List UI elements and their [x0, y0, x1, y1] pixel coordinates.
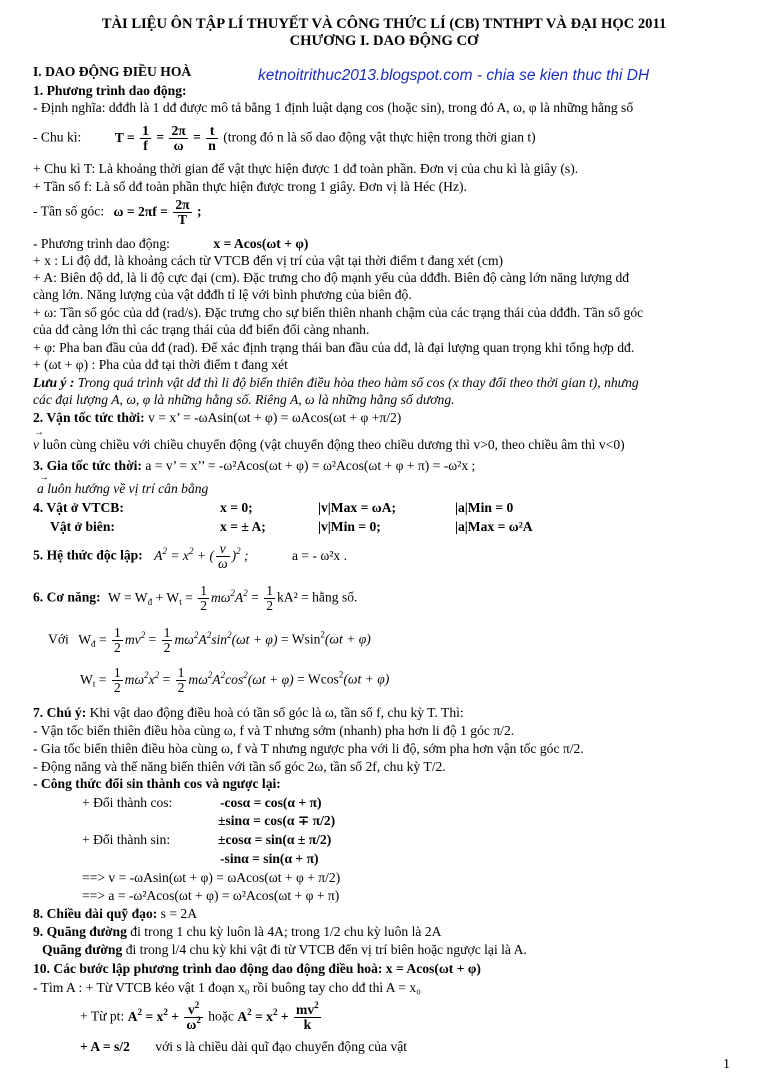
s4-row2-v: |v|Min = 0;	[318, 519, 381, 534]
s2-heading: 2. Vận tốc tức thời:	[33, 410, 145, 425]
s7-line-1: - Vận tốc biến thiên điều hòa cùng ω, f và T nhưng sớm (nhanh) pha hơn li độ 1 góc π/2.	[33, 723, 515, 738]
s4-row2-x: x = ± A;	[220, 519, 266, 534]
s9-heading: 9. Quãng đường	[33, 924, 127, 939]
s8-heading: 8. Chiều dài quỹ đạo:	[33, 906, 158, 921]
s7-line-2: - Gia tốc biến thiên điều hòa cùng ω, f và T nhưng ngược pha với li độ, sớm pha hơn vận tốc góc π/2.	[33, 741, 584, 756]
section-heading: I. DAO ĐỘNG ĐIỀU HOÀ	[33, 64, 192, 79]
s9-row1	[33, 924, 441, 940]
s6-tail: kA² = hằng số.	[276, 589, 358, 605]
omega-definition-2: của dđ càng lớn thì các trạng thái của dđ biến đổi càng nhanh.	[33, 322, 370, 337]
eq-label: - Phương trình dao động:	[33, 236, 170, 251]
s8-row	[33, 906, 197, 922]
s4-row2-label: Vật ở biên:	[50, 519, 115, 534]
s5-independent-relation: 5. Hệ thức độc lập: $A^2 = x^2$ + ( $\frac{v}{\omega}$ )$^2$ ; a = - ω²x .	[33, 541, 347, 571]
s1-heading: 1. Phương trình dao động:	[33, 83, 187, 98]
s3-eq: a = v’ = x’’ = -ω²Acos(ωt + φ) = ω²Acos(ωt + φ + π) = -ω²x ;	[141, 458, 476, 473]
phase-definition: + (ωt + φ) : Pha của dđ tại thời điểm t đang xét	[33, 357, 288, 372]
s2-eq: v = x’ = -ωAsin(ωt + φ) = ωAcos(ωt + φ +π/2)	[144, 410, 402, 425]
s7-heading: 7. Chú ý:	[33, 705, 87, 720]
angular-frequency-row: - Tần số góc: ω = 2πf = $\frac{2\pi}{T}$ ;	[33, 197, 202, 227]
s5-heading: 5. Hệ thức độc lập:	[33, 547, 143, 563]
phi-definition: + φ: Pha ban đầu của dđ (rad). Để xác định trạng thái ban đầu của dđ, là đại lượng quan trọng khi tổng hợp dđ.	[33, 340, 635, 355]
s3-acceleration-note: a luôn hướng về vị trí cân bằng	[37, 481, 209, 496]
implication-a: ==> a = -ω²Acos(ωt + φ) = ω²Acos(ωt + φ + π)	[82, 888, 340, 903]
sin-label: + Đổi thành sin:	[82, 832, 171, 847]
s4-row1-x: x = 0;	[220, 500, 253, 515]
or-label: hoặc	[208, 1008, 234, 1024]
cos-identity-2: ±sinα = cos(α ∓ π/2)	[218, 813, 336, 828]
period-label: - Chu kì:	[33, 129, 82, 145]
note-text-1: Trong quá trình vật dđ thì li độ biến thiên điều hòa theo hàm số cos (x thay đổi theo thời gian t), nhưng	[74, 375, 639, 390]
vector-arrow-icon: →	[39, 472, 49, 483]
s9-row2	[42, 942, 527, 958]
s5-eq-tail: a = - ω²x .	[291, 547, 347, 563]
s6-heading: 6. Cơ năng:	[33, 589, 101, 605]
s4-row2-a: |a|Max = ω²A	[455, 519, 533, 534]
s9-heading-2: Quãng đường	[42, 942, 123, 957]
s10-s-row	[80, 1039, 407, 1055]
potential-energy-row: $W_t$ = $\frac{1}{2}$ $m\omega^2x^2$ = $\frac{1}{2}$ $m\omega^2A^2\cos^2(\omega t + \varphi) = Wcos^2(\omega t + \varphi)$	[80, 665, 390, 695]
s6-energy-row: 6. Cơ năng: $W = W_đ + W_t$ = $\frac{1}{2}$ $m\omega^2A^2$ = $\frac{1}{2}$ kA² = hằng số.	[33, 583, 358, 613]
s7-line-3: - Động năng và thế năng biến thiên với tần số góc 2ω, tần số 2f, chu kỳ T/2.	[33, 759, 446, 774]
eq-main: x = Acos(ωt + φ)	[213, 236, 309, 251]
s10-amplitude-formula: + Từ pt: $A^2 = x^2$ + $\frac{v^2}{\omega^2}$ hoặc $A^2 = x^2$ + $\frac{mv^2}{k}$	[80, 1000, 319, 1032]
s1-definition: - Định nghĩa: dđđh là 1 dđ được mô tả bằng 1 định luật dạng cos (hoặc sin), trong đó A, ω, φ là những hằng số	[33, 100, 634, 115]
oscillation-equation-row	[33, 236, 308, 252]
note-line-1	[33, 375, 639, 391]
implication-v: ==> v = -ωAsin(ωt + φ) = ωAcos(ωt + φ + π/2)	[82, 870, 341, 885]
vector-arrow-icon: →	[34, 427, 44, 438]
s2-note: luôn cùng chiều với chiều chuyển động (vật chuyển động theo chiều dương thì v>0, theo chiều âm thì v<0)	[39, 437, 625, 452]
x-definition: + x : Li độ dđ, là khoảng cách từ VTCB đến vị trí của vật tại thời điểm t đang xét (cm)	[33, 253, 504, 268]
omega-definition-1: + ω: Tần số góc của dđ (rad/s). Đặc trưng cho sự biến thiên nhanh chậm của các trạng thái của dđđh. Tần số góc	[33, 305, 644, 320]
s6-with: Với	[48, 631, 69, 647]
s2-velocity-row	[33, 410, 401, 426]
s3-heading: 3. Gia tốc tức thời:	[33, 458, 142, 473]
s8-eq: s = 2A	[157, 906, 198, 921]
period-note: (trong đó n là số dao động vật thực hiện trong thời gian t)	[223, 129, 536, 145]
doc-title-line2: CHƯƠNG I. DAO ĐỘNG CƠ	[289, 33, 479, 49]
note-label: Lưu ý :	[33, 375, 75, 390]
s7-line-4: - Công thức đổi sin thành cos và ngược lại:	[33, 776, 281, 791]
doc-title-line1: TÀI LIỆU ÔN TẬP LÍ THUYẾT VÀ CÔNG THỨC LÍ (CB) TNTHPT VÀ ĐẠI HỌC 2011	[101, 16, 667, 32]
s3-acceleration-row	[33, 458, 475, 474]
s9-text-2: đi trong l/4 chu kỳ khi vật đi từ VTCB đến vị trí biên hoặc ngược lại là A.	[122, 942, 527, 957]
s3-note: luôn hướng về vị trí cân bằng	[43, 481, 209, 496]
s7-intro-text: Khi vật dao động điều hoà có tần số góc là ω, tần số f, chu kỳ T. Thì:	[86, 705, 464, 720]
blog-watermark: ketnoitrithuc2013.blogspot.com - chia se kien thuc thi DH	[258, 67, 650, 84]
cos-label: + Đổi thành cos:	[82, 795, 173, 810]
kinetic-energy-row: Với $W_đ$ = $\frac{1}{2}$ $mv^2$ = $\frac{1}{2}$ $m\omega^2A^2\sin^2(\omega t + \varphi) = Wsin^2(\omega t + \varphi)$	[48, 625, 371, 655]
sin-identity-1: ±cosα = sin(α ± π/2)	[218, 832, 332, 847]
s-note: với s là chiều dài quĩ đạo chuyển động của vật	[155, 1039, 408, 1054]
s9-text-1: đi trong 1 chu kỳ luôn là 4A; trong 1/2 chu kỳ luôn là 2A	[126, 924, 442, 939]
period-definition: + Chu kì T: Là khoảng thời gian để vật thực hiện được 1 dđ toàn phần. Đơn vị của chu kì là giây (s).	[33, 161, 579, 176]
omega-label: - Tần số góc:	[33, 203, 105, 219]
s10-heading: 10. Các bước lập phương trình dao động dao động điều hoà: x = Acos(ωt + φ)	[33, 961, 481, 976]
frequency-definition: + Tần số f: Là số dđ toàn phần thực hiện được trong 1 giây. Đơn vị là Héc (Hz).	[33, 179, 467, 194]
s4-row1-a: |a|Min = 0	[455, 500, 514, 515]
sin-identity-2: -sinα = sin(α + π)	[220, 851, 319, 866]
note-line-2: các đại lượng A, ω, φ là những hằng số. Riêng A, ω là những hằng số dương.	[33, 392, 455, 407]
s-eq: + A = s/2	[80, 1039, 130, 1054]
s7-intro	[33, 705, 464, 721]
A-definition-1: + A: Biên độ dđ, là li độ cực đại (cm). Đặc trưng cho độ mạnh yếu của dđđh. Biên độ càng lớn năng lượng dđ	[33, 270, 630, 285]
s4-row1-v: |v|Max = ωA;	[318, 500, 397, 515]
period-formula-row: - Chu kì: T = $\frac{1}{f}$ = $\frac{2\pi}{\omega}$ = $\frac{t}{n}$ (trong đó n là số dao động vật thực hiện trong thời gian t)	[33, 123, 536, 153]
s4-row1-label: 4. Vật ở VTCB:	[33, 500, 124, 515]
s10-findA: - Tìm A : + Từ VTCB kéo vật 1 đoạn x₀ rồi buông tay cho dđ thì A = x₀	[33, 980, 421, 995]
cos-identity-1: -cosα = cos(α + π)	[220, 795, 322, 810]
A-definition-2: càng lớn. Năng lượng của vật dđđh tỉ lệ với bình phương của biên độ.	[33, 287, 412, 302]
from-pt-label: + Từ pt:	[80, 1008, 125, 1024]
s2-velocity-note: v luôn cùng chiều với chiều chuyển động (vật chuyển động theo chiều dương thì v>0, theo chiều âm thì v<0)	[33, 437, 625, 452]
page-number: 1	[723, 1057, 730, 1072]
